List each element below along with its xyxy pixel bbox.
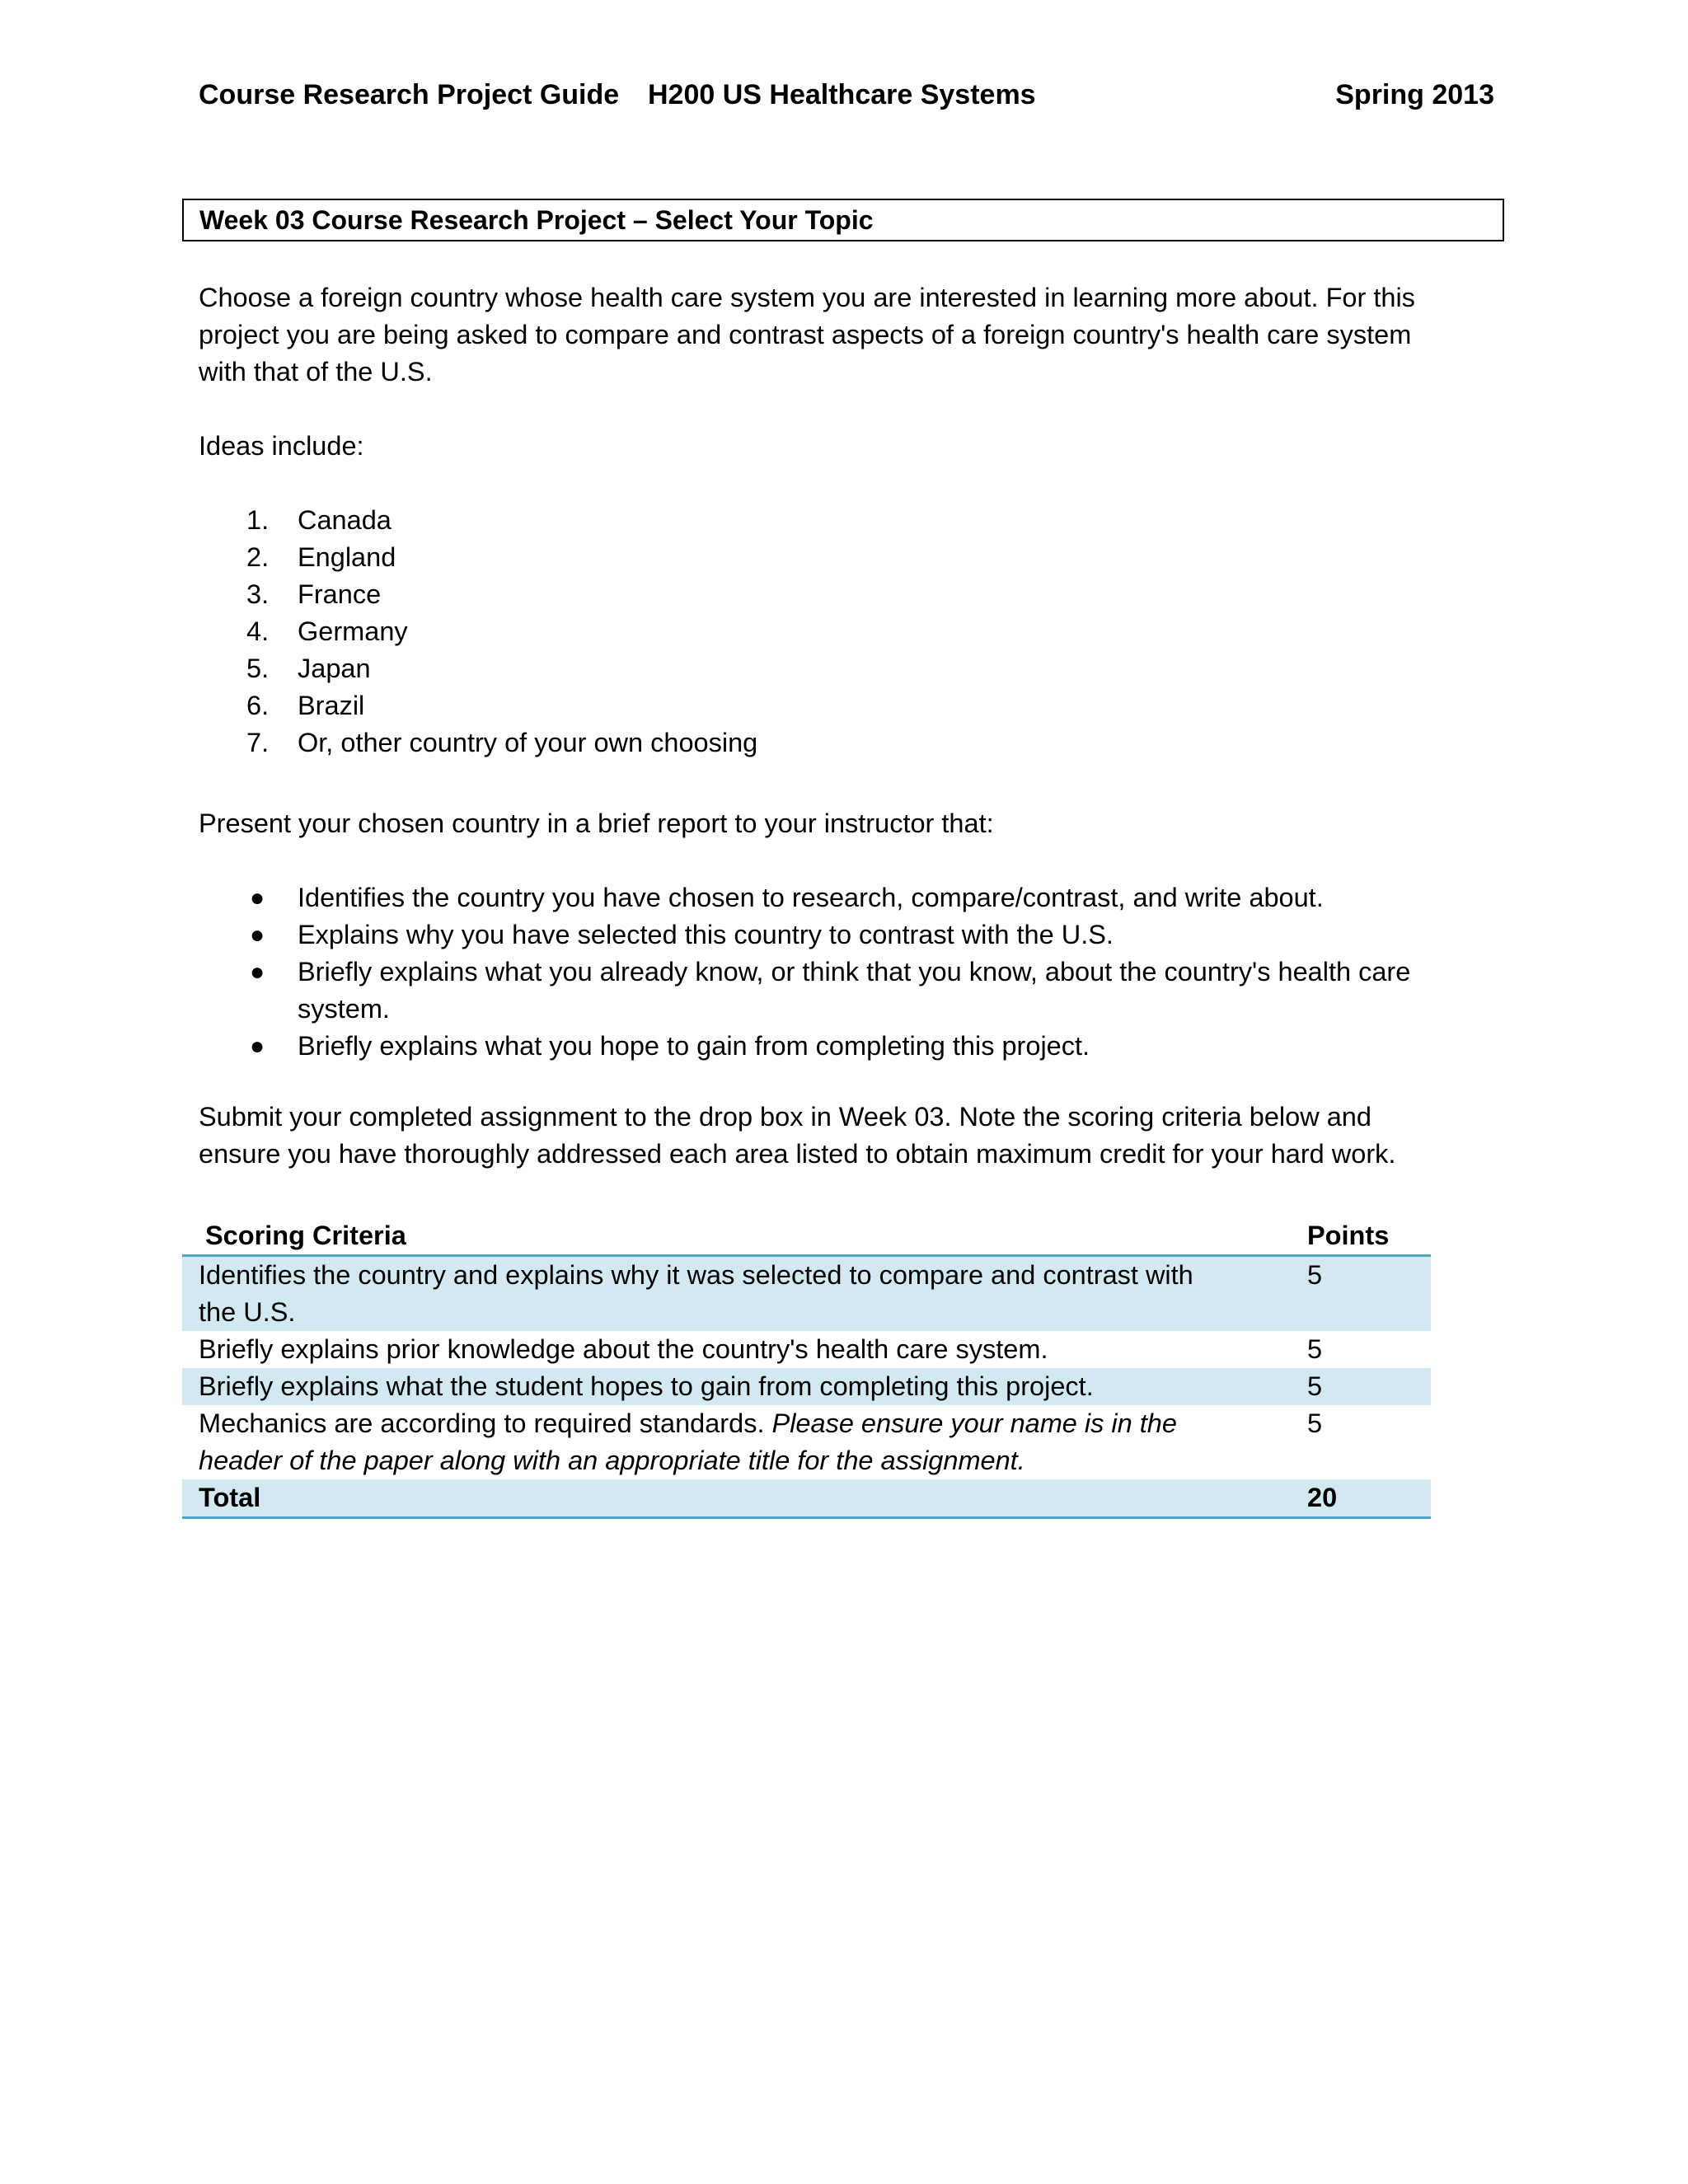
list-item	[199, 502, 1501, 539]
list-item	[199, 576, 1501, 613]
list-item	[199, 687, 1501, 724]
submit-line: ensure you have thoroughly addressed each area listed to obtain maximum credit for your hard work.	[199, 1139, 1396, 1169]
bullet-icon: ●	[250, 958, 265, 986]
criteria-cell	[182, 1405, 1307, 1479]
list-number: 4.	[246, 616, 270, 646]
header-points: Points	[1307, 1216, 1431, 1256]
points-cell: 5	[1307, 1334, 1323, 1364]
table-row	[182, 1368, 1431, 1405]
present-label-text: Present your chosen country in a brief report to your instructor that:	[199, 808, 994, 838]
list-number: 6.	[246, 691, 270, 720]
points-cell: 5	[1307, 1368, 1431, 1405]
list-item-text: Canada	[298, 505, 392, 535]
list-number: 3.	[246, 579, 270, 609]
bullet-icon: ●	[250, 884, 265, 912]
list-item	[199, 954, 1501, 1028]
list-item	[199, 650, 1501, 687]
intro-line: project you are being asked to compare and contrast aspects of a foreign country's health care system	[199, 320, 1412, 349]
intro-line: Choose a foreign country whose health care system you are interested in learning more about. For this	[199, 283, 1415, 312]
criteria-cell	[182, 1256, 1307, 1332]
header-scoring-criteria: Scoring Criteria	[182, 1216, 1307, 1256]
total-points: 20	[1307, 1479, 1431, 1518]
header-term: Spring 2013	[1335, 79, 1494, 110]
table-row	[182, 1256, 1431, 1332]
list-item	[199, 613, 1501, 650]
list-item-text: Briefly explains what you hope to gain from completing this project.	[298, 1031, 1090, 1061]
list-item	[199, 724, 1501, 762]
bullet-icon: ●	[250, 1033, 265, 1060]
table-row	[182, 1331, 1431, 1368]
criteria-note: header of the paper along with an appropriate title for the assignment.	[199, 1446, 1025, 1475]
submit-line: Submit your completed assignment to the drop box in Week 03. Note the scoring criteria below and	[199, 1102, 1372, 1132]
page-header	[199, 74, 1494, 115]
report-requirements-list	[199, 879, 1501, 1065]
list-item	[199, 539, 1501, 576]
list-number: 7.	[246, 728, 270, 757]
list-item-text: Briefly explains what you already know, or think that you know, about the country's health care	[298, 957, 1411, 987]
list-item-text: France	[298, 579, 382, 609]
list-number: 1.	[246, 505, 270, 535]
criteria-text: Briefly explains prior knowledge about the country's health care system.	[199, 1334, 1048, 1364]
list-item-text: system.	[298, 994, 390, 1024]
bullet-icon: ●	[250, 921, 265, 949]
section-title: Week 03 Course Research Project – Select Your Topic	[199, 205, 874, 235]
header-course: H200 US Healthcare Systems	[648, 79, 1036, 110]
criteria-text: Identifies the country and explains why it was selected to compare and contrast with	[199, 1260, 1193, 1290]
table-total-row	[182, 1479, 1431, 1518]
list-item	[199, 916, 1501, 954]
header-title: Course Research Project Guide	[199, 79, 620, 110]
intro-line: with that of the U.S.	[199, 357, 433, 387]
list-item-text: Identifies the country you have chosen to research, compare/contrast, and write about.	[298, 883, 1324, 912]
list-item-text: England	[298, 542, 396, 572]
ideas-list	[199, 502, 1501, 762]
submit-paragraph	[199, 1099, 1484, 1173]
criteria-text: the U.S.	[199, 1297, 296, 1327]
list-item-text: Or, other country of your own choosing	[298, 728, 758, 757]
criteria-text: Briefly explains what the student hopes to gain from completing this project.	[199, 1371, 1094, 1401]
ideas-label	[199, 428, 1484, 465]
list-item	[199, 1028, 1501, 1065]
criteria-note: Please ensure your name is in the	[771, 1408, 1177, 1438]
criteria-cell	[182, 1368, 1307, 1405]
criteria-cell	[182, 1331, 1307, 1368]
points-cell: 5	[1307, 1408, 1323, 1438]
points-cell: 5	[1307, 1256, 1431, 1332]
present-label	[199, 805, 1484, 842]
list-item-text: Explains why you have selected this country to contrast with the U.S.	[298, 920, 1114, 949]
list-item-text: Germany	[298, 616, 408, 646]
ideas-label-text: Ideas include:	[199, 431, 364, 461]
table-header-row	[182, 1216, 1431, 1256]
criteria-text: Mechanics are according to required standards.	[199, 1408, 772, 1438]
table-row	[182, 1405, 1431, 1479]
total-label: Total	[182, 1479, 1307, 1518]
list-number: 5.	[246, 654, 270, 683]
section-title-box	[182, 199, 1504, 241]
list-number: 2.	[246, 542, 270, 572]
list-item-text: Japan	[298, 654, 371, 683]
scoring-criteria-table	[182, 1216, 1431, 1519]
list-item	[199, 879, 1501, 916]
intro-paragraph	[199, 279, 1484, 391]
list-item-text: Brazil	[298, 691, 365, 720]
